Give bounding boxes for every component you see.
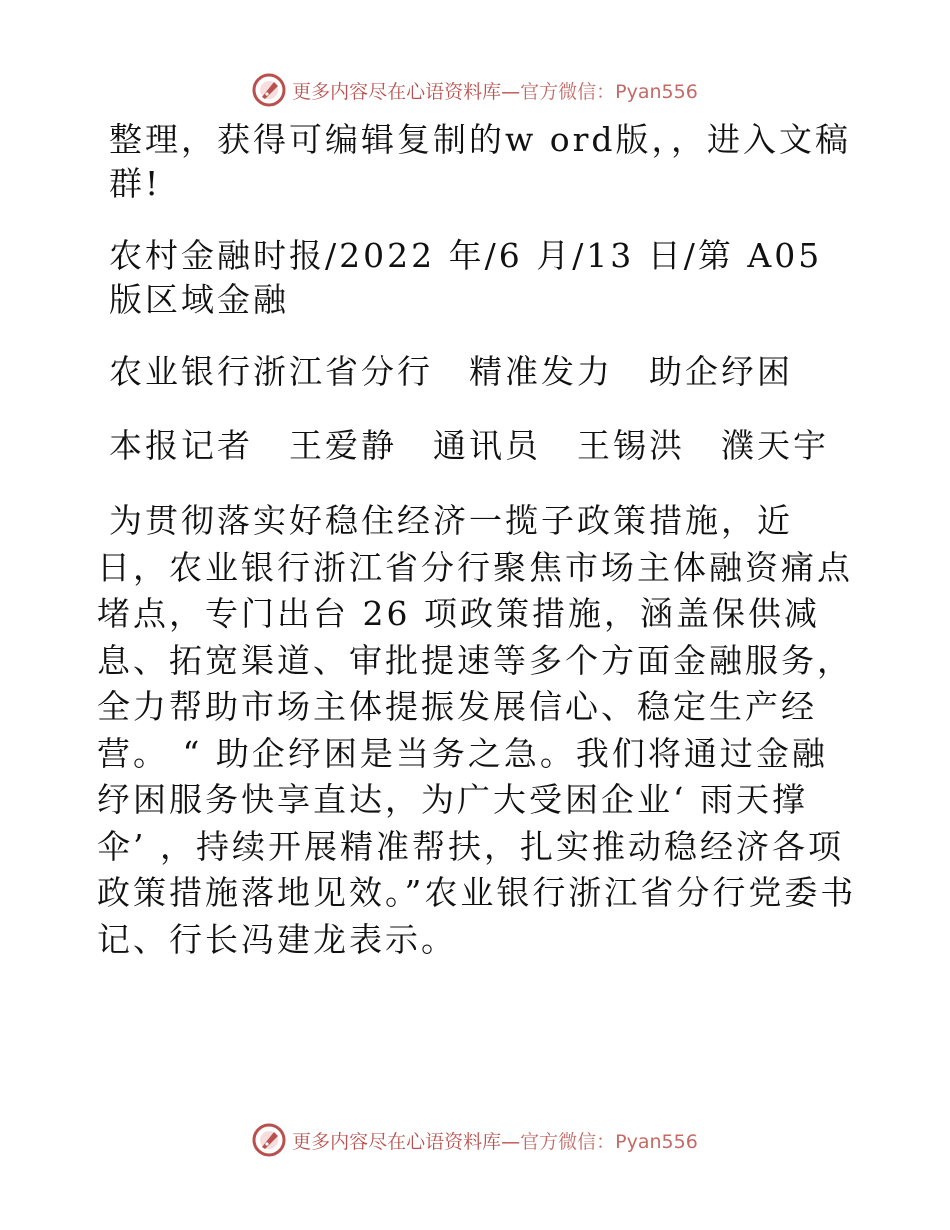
pen-nib-logo-icon [252, 1123, 286, 1157]
header-watermark-banner [0, 70, 950, 110]
article-body-paragraph [97, 498, 857, 963]
article-byline: 本报记者 王爱静 通讯员 王锡洪 濮天宇 [109, 426, 829, 465]
notice-paragraph: 整理，获得可编辑复制的w ord版，，进入文稿群! [109, 120, 852, 203]
banner-text [292, 1127, 698, 1154]
article-headline: 农业银行浙江省分行 精准发力 助企纾困 [109, 352, 793, 391]
banner-site-text: 更多内容尽在心语资料库 [292, 80, 502, 103]
banner-contact-text: 官方微信：Pyan556 [520, 1130, 698, 1153]
banner-site-text: 更多内容尽在心语资料库 [292, 1130, 502, 1153]
document-body [97, 118, 857, 963]
banner-text [292, 77, 698, 104]
banner-separator: — [501, 1130, 521, 1153]
footer-watermark-banner [0, 1120, 950, 1160]
article-body-text: 为贯彻落实好稳住经济一揽子政策措施，近日，农业银行浙江省分行聚焦市场主体融资痛点堵点，专门出台 26 项政策措施，涵盖保供减息、拓宽渠道、审批提速等多个方面金融服务，全力帮助市场主体提振发展信心、稳定生产经营。 “ 助企纾困是当务之急。我们将通过金融纾困服务快享直达，为广大受困企业‘ 雨天撑伞’ ，持续开展精准帮扶，扎实推动稳经济各项政策措施落地见效。”农业银行浙江省分行党委书记、行长冯建龙表示。 [97, 501, 857, 959]
banner-separator: — [501, 80, 521, 103]
banner-contact-text: 官方微信：Pyan556 [520, 80, 698, 103]
source-line: 农村金融时报/2022 年/6 月/13 日/第 A05 版区域金融 [109, 236, 836, 319]
pen-nib-logo-icon [252, 73, 286, 107]
